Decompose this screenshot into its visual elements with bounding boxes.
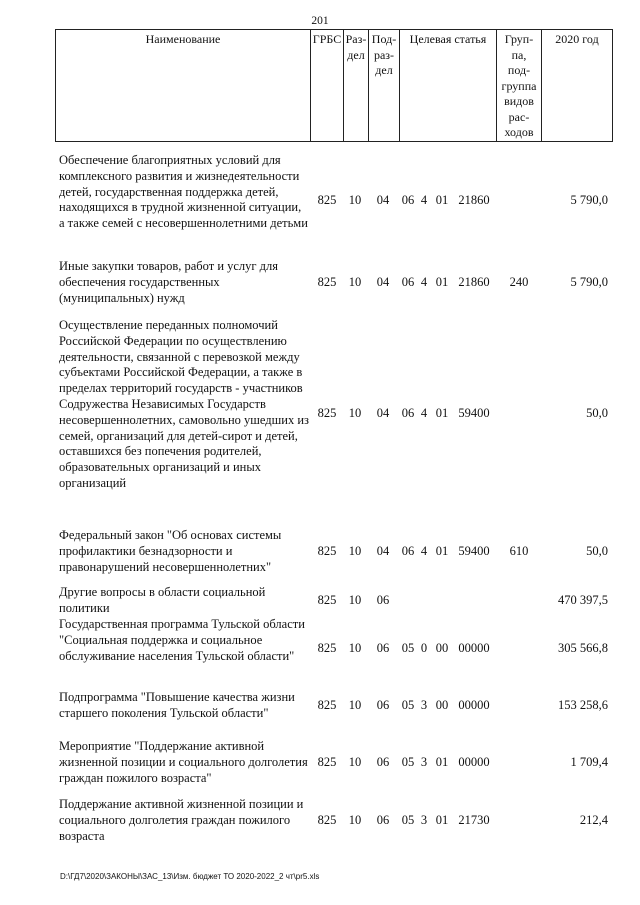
- row-target-subprogram: 0: [420, 641, 428, 655]
- row-expense-type: 240: [509, 275, 529, 289]
- row-target-event: 01: [435, 755, 449, 769]
- row-target-event: 01: [435, 544, 449, 558]
- header-target: Целевая статья: [400, 30, 497, 142]
- header-name: Наименование: [56, 30, 311, 142]
- row-name: Мероприятие "Поддержание активной жизненной позиции и социального долголетия граждан пожилого возраста": [59, 739, 308, 785]
- row-target-subprogram: 3: [420, 698, 428, 712]
- row-sum: 5 790,0: [570, 193, 608, 207]
- row-target-program: 05: [401, 698, 415, 712]
- row-name: Обеспечение благоприятных условий для комплексного развития и жизнедеятельности детей, государственная поддержка детей, находящихся в трудной жизненной ситуации, а также семей с несовершеннолетними детьми: [59, 153, 308, 231]
- row-target-direction: 00000: [458, 641, 490, 655]
- row-name: Поддержание активной жизненной позиции и социального долголетия граждан пожилого возраста: [59, 797, 304, 843]
- row-razdel: 10: [348, 641, 362, 655]
- row-target-direction: 21730: [458, 813, 490, 827]
- row-sum: 305 566,8: [558, 641, 608, 655]
- row-podrazdel: 06: [376, 813, 390, 827]
- row-target-event: 00: [435, 641, 449, 655]
- row-grbs: 825: [317, 641, 337, 655]
- table-header: [55, 29, 613, 142]
- row-grbs: 825: [317, 698, 337, 712]
- row-target-program: 06: [401, 275, 415, 289]
- row-name: Федеральный закон "Об основах системы профилактики безнадзорности и правонарушений несовершеннолетних": [59, 528, 282, 574]
- row-sum: 1 709,4: [570, 755, 608, 769]
- row-sum: 50,0: [586, 406, 608, 420]
- row-target-direction: 59400: [458, 544, 490, 558]
- file-path-footer: D:\ГД7\2020\ЗАКОНЫ\ЗАС_13\Изм. бюджет ТО 2020-2022_2 чт\pr5.xls: [60, 872, 320, 881]
- row-target-subprogram: 4: [420, 275, 428, 289]
- row-target-subprogram: 4: [420, 406, 428, 420]
- row-name: Иные закупки товаров, работ и услуг для обеспечения государственных (муниципальных) нужд: [59, 259, 279, 305]
- row-podrazdel: 06: [376, 641, 390, 655]
- row-name: Государственная программа Тульской области "Социальная поддержка и социальное обслуживание населения Тульской области": [59, 617, 305, 663]
- header-grbs: ГРБС: [311, 30, 344, 142]
- header-year: 2020 год: [542, 30, 613, 142]
- row-target-program: 05: [401, 813, 415, 827]
- row-razdel: 10: [348, 813, 362, 827]
- row-target-subprogram: 4: [420, 544, 428, 558]
- row-target-direction: 21860: [458, 193, 490, 207]
- row-target-subprogram: 4: [420, 193, 428, 207]
- row-target-event: 00: [435, 698, 449, 712]
- row-target-program: 06: [401, 406, 415, 420]
- row-grbs: 825: [317, 544, 337, 558]
- row-grbs: 825: [317, 406, 337, 420]
- row-sum: 5 790,0: [570, 275, 608, 289]
- row-grbs: 825: [317, 593, 337, 607]
- row-razdel: 10: [348, 406, 362, 420]
- row-target-event: 01: [435, 275, 449, 289]
- row-sum: 50,0: [586, 544, 608, 558]
- row-podrazdel: 04: [376, 275, 390, 289]
- row-target-program: 05: [401, 641, 415, 655]
- row-grbs: 825: [317, 813, 337, 827]
- row-target-direction: 21860: [458, 275, 490, 289]
- header-podrazdel: Под- раз- дел: [369, 30, 400, 142]
- row-target-event: 01: [435, 193, 449, 207]
- row-target-event: 01: [435, 406, 449, 420]
- row-razdel: 10: [348, 593, 362, 607]
- page-number: 201: [311, 15, 329, 27]
- row-target-program: 06: [401, 193, 415, 207]
- row-target-subprogram: 3: [420, 813, 428, 827]
- row-target-direction: 59400: [458, 406, 490, 420]
- header-razdel: Раз- дел: [344, 30, 369, 142]
- row-name: Другие вопросы в области социальной политики: [59, 585, 266, 615]
- row-grbs: 825: [317, 275, 337, 289]
- row-podrazdel: 06: [376, 698, 390, 712]
- row-sum: 212,4: [579, 813, 608, 827]
- row-razdel: 10: [348, 698, 362, 712]
- row-sum: 153 258,6: [558, 698, 608, 712]
- row-podrazdel: 04: [376, 193, 390, 207]
- row-podrazdel: 06: [376, 593, 390, 607]
- row-name: Осуществление переданных полномочий Российской Федерации по осуществлению деятельности, связанной с перевозкой между субъектами Российской Федерации, а также в пределах территорий государств - участников Содружества Независимых Государств несовершеннолетних, самовольно ушедших из семей, организаций для детей-сирот и детей, оставшихся без попечения родителей, образовательных организаций и иных организаций: [59, 318, 309, 490]
- header-group: Груп- па, под- группа видов рас- ходов: [497, 30, 542, 142]
- row-target-program: 05: [401, 755, 415, 769]
- row-grbs: 825: [317, 755, 337, 769]
- row-target-subprogram: 3: [420, 755, 428, 769]
- row-target-program: 06: [401, 544, 415, 558]
- row-target-direction: 00000: [458, 755, 490, 769]
- row-podrazdel: 04: [376, 544, 390, 558]
- row-expense-type: 610: [509, 544, 529, 558]
- row-razdel: 10: [348, 544, 362, 558]
- row-grbs: 825: [317, 193, 337, 207]
- row-razdel: 10: [348, 193, 362, 207]
- row-razdel: 10: [348, 755, 362, 769]
- row-target-event: 01: [435, 813, 449, 827]
- row-podrazdel: 04: [376, 406, 390, 420]
- row-podrazdel: 06: [376, 755, 390, 769]
- row-name: Подпрограмма "Повышение качества жизни старшего поколения Тульской области": [59, 690, 295, 720]
- row-target-direction: 00000: [458, 698, 490, 712]
- row-sum: 470 397,5: [558, 593, 608, 607]
- row-razdel: 10: [348, 275, 362, 289]
